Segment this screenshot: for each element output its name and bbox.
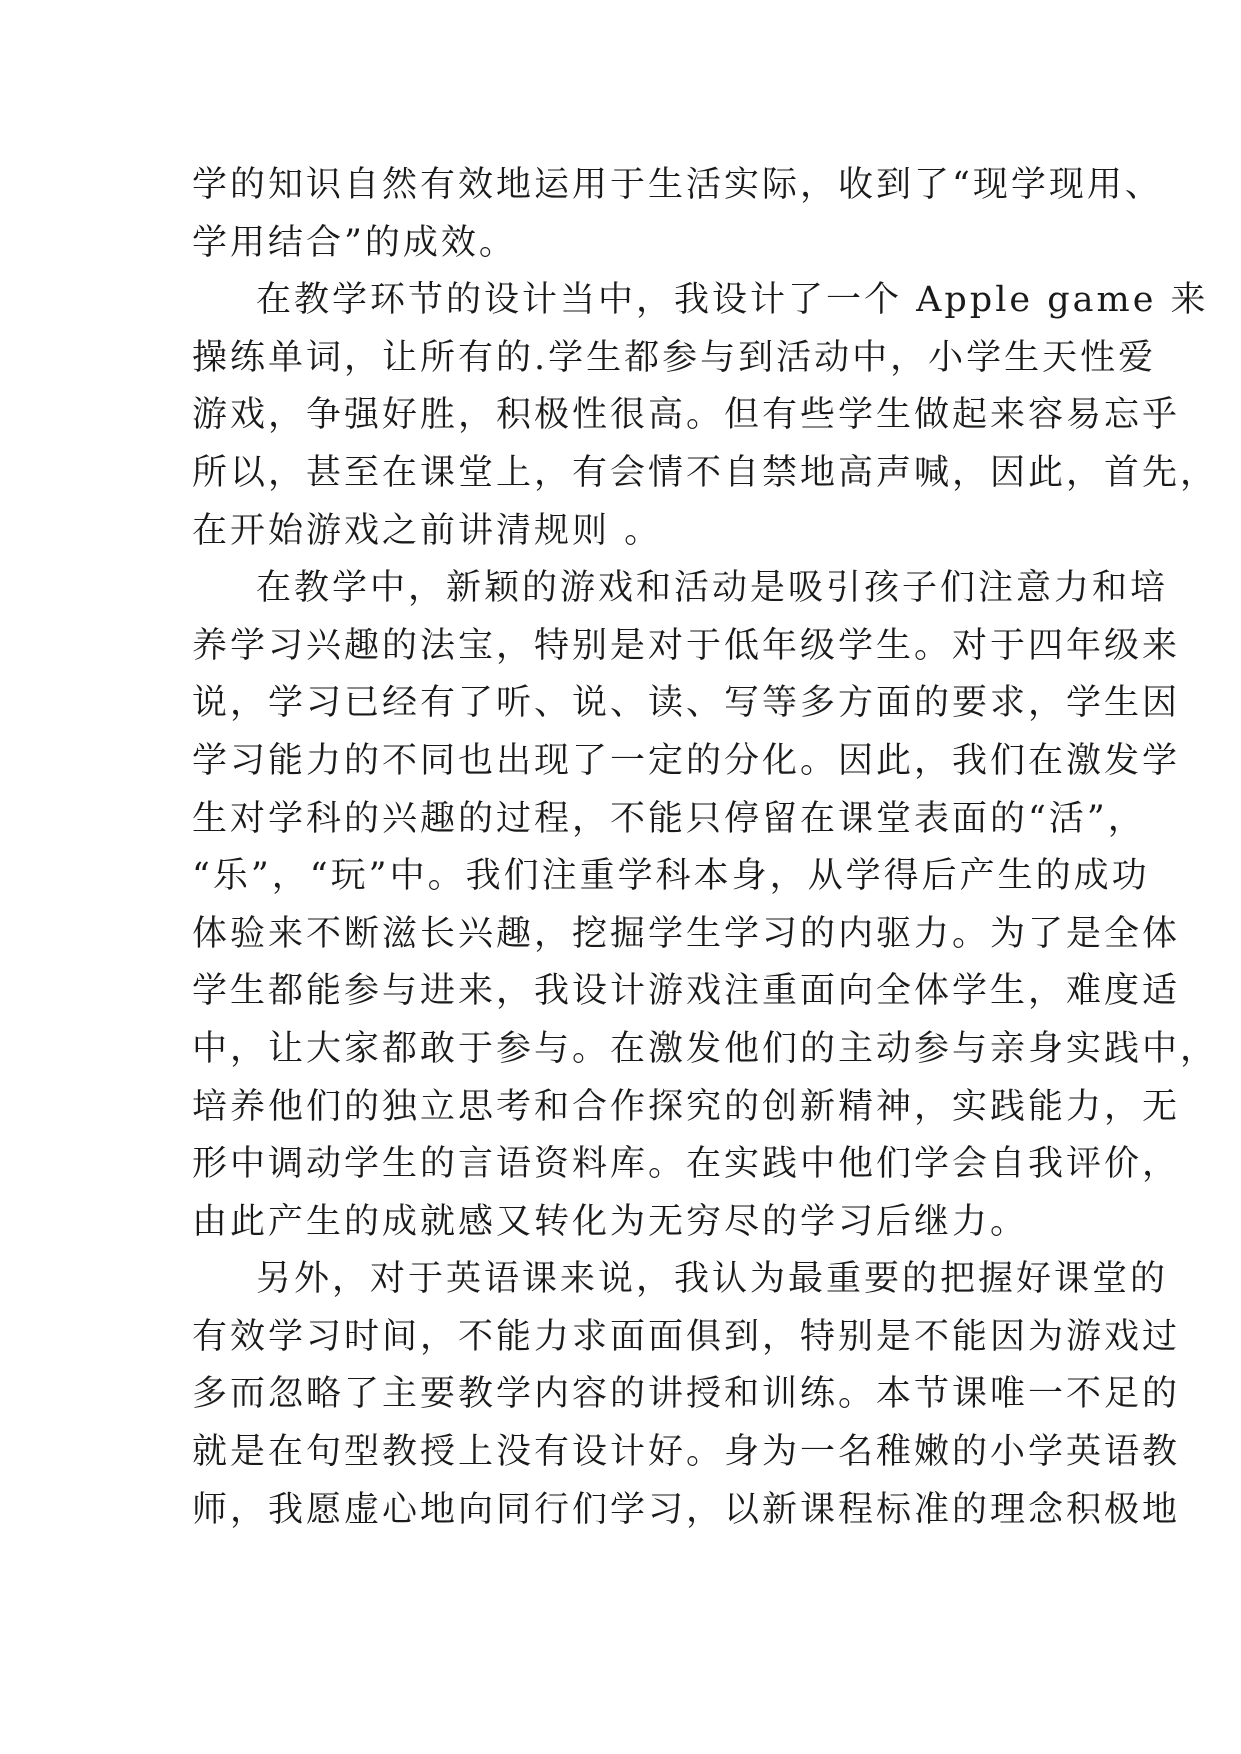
- text-line: 多而忽略了主要教学内容的讲授和训练。本节课唯一不足的: [192, 1374, 1181, 1415]
- paragraph-start-line: 在教学环节的设计当中，我设计了一个 Apple game 来: [256, 280, 1209, 321]
- text-line: 在开始游戏之前讲清规则 。: [192, 510, 663, 551]
- text-line: 培养他们的独立思考和合作探究的创新精神，实践能力，无: [192, 1086, 1181, 1127]
- text-line: 学习能力的不同也出现了一定的分化。因此，我们在激发学: [192, 740, 1181, 781]
- text-line: “乐”，“玩”中。我们注重学科本身，从学得后产生的成功: [192, 856, 1150, 897]
- text-line: 就是在句型教授上没有设计好。身为一名稚嫩的小学英语教: [192, 1432, 1181, 1473]
- text-line: 游戏，争强好胜，积极性很高。但有些学生做起来容易忘乎: [192, 395, 1181, 436]
- text-line: 师，我愿虚心地向同行们学习，以新课程标准的理念积极地: [192, 1489, 1181, 1530]
- text-line: 中，让大家都敢于参与。在激发他们的主动参与亲身实践中，: [192, 1028, 1219, 1069]
- paragraph-start-line: 另外，对于英语课来说，我认为最重要的把握好课堂的: [256, 1259, 1169, 1300]
- text-line: 养学习兴趣的法宝，特别是对于低年级学生。对于四年级来: [192, 625, 1181, 666]
- paragraph-start-line: 在教学中，新颖的游戏和活动是吸引孩子们注意力和培: [256, 568, 1169, 609]
- text-line: 体验来不断滋长兴趣，挖掘学生学习的内驱力。为了是全体: [192, 913, 1181, 954]
- text-line: 有效学习时间，不能力求面面俱到，特别是不能因为游戏过: [192, 1316, 1181, 1357]
- text-line: 所以，甚至在课堂上，有会情不自禁地高声喊，因此，首先，: [192, 452, 1219, 493]
- document-body: [192, 157, 1219, 1539]
- text-line: 操练单词，让所有的.学生都参与到活动中，小学生天性爱: [192, 337, 1157, 378]
- text-line: 学生都能参与进来，我设计游戏注重面向全体学生，难度适: [192, 971, 1181, 1012]
- text-line: 由此产生的成就感又转化为无穷尽的学习后继力。: [192, 1201, 1029, 1242]
- text-line: 生对学科的兴趣的过程，不能只停留在课堂表面的“活”，: [192, 798, 1146, 839]
- text-line: 形中调动学生的言语资料库。在实践中他们学会自我评价，: [192, 1144, 1181, 1185]
- text-line: 说，学习已经有了听、说、读、写等多方面的要求，学生因: [192, 683, 1181, 724]
- text-line: 学的知识自然有效地运用于生活实际，收到了“现学现用、: [192, 165, 1163, 205]
- text-line: 学用结合”的成效。: [192, 222, 517, 263]
